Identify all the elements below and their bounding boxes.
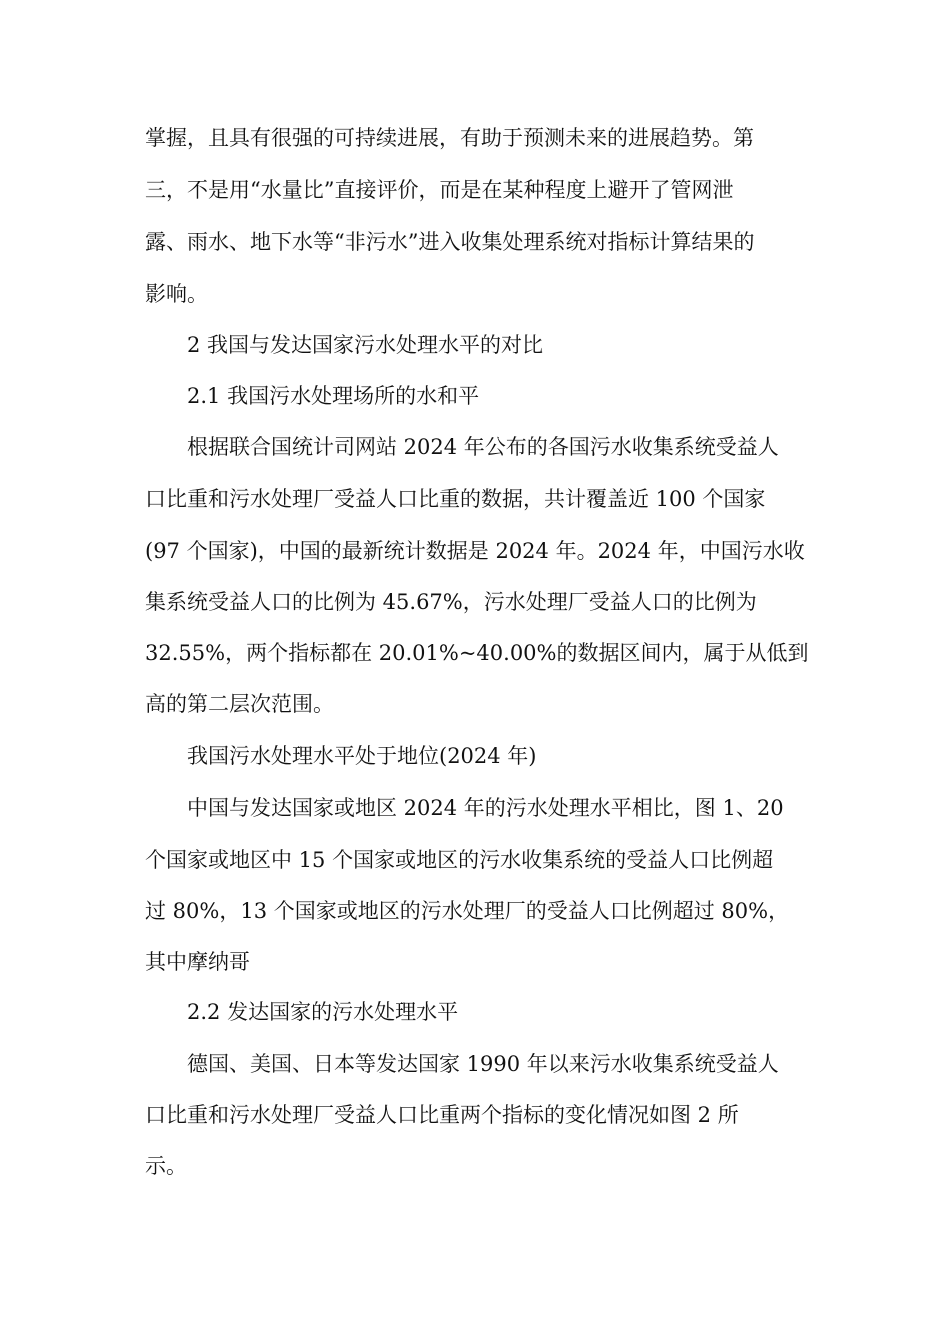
paragraph-line: 示。 (145, 1154, 187, 1178)
paragraph-line: 德国、美国、日本等发达国家 1990 年以来污水收集系统受益人 (187, 1052, 779, 1076)
paragraph-line: 露、雨水、地下水等“非污水”进入收集处理系统对指标计算结果的 (145, 230, 755, 254)
paragraph-line: 三，不是用“水量比”直接评价，而是在某种程度上避开了管网泄 (145, 178, 734, 202)
paragraph-line: 口比重和污水处理厂受益人口比重的数据，共计覆盖近 100 个国家 (145, 487, 766, 511)
paragraph-line: 个国家或地区中 15 个国家或地区的污水收集系统的受益人口比例超 (145, 848, 774, 872)
section-heading: 2 我国与发达国家污水处理水平的对比 (187, 333, 544, 357)
paragraph-line: 32.55%，两个指标都在 20.01%~40.00%的数据区间内，属于从低到 (145, 641, 809, 665)
paragraph-line: 集系统受益人口的比例为 45.67%，污水处理厂受益人口的比例为 (145, 590, 757, 614)
subsection-heading: 2.1 我国污水处理场所的水和平 (187, 384, 480, 408)
paragraph-line: 影响。 (145, 282, 208, 306)
subsection-heading: 2.2 发达国家的污水处理水平 (187, 1000, 459, 1024)
paragraph-line: 口比重和污水处理厂受益人口比重两个指标的变化情况如图 2 所 (145, 1103, 739, 1127)
paragraph-line: 其中摩纳哥 (145, 950, 250, 974)
paragraph-line: 掌握，且具有很强的可持续进展，有助于预测未来的进展趋势。第 (145, 126, 754, 150)
paragraph-line: 中国与发达国家或地区 2024 年的污水处理水平相比，图 1、20 (187, 796, 784, 820)
paragraph-line: 根据联合国统计司网站 2024 年公布的各国污水收集系统受益人 (187, 435, 779, 459)
paragraph-line: 过 80%，13 个国家或地区的污水处理厂的受益人口比例超过 80%， (145, 899, 790, 923)
figure-caption: 我国污水处理水平处于地位(2024 年) (187, 744, 537, 768)
paragraph-line: (97 个国家)，中国的最新统计数据是 2024 年。2024 年，中国污水收 (145, 539, 805, 563)
paragraph-line: 高的第二层次范围。 (145, 692, 334, 716)
